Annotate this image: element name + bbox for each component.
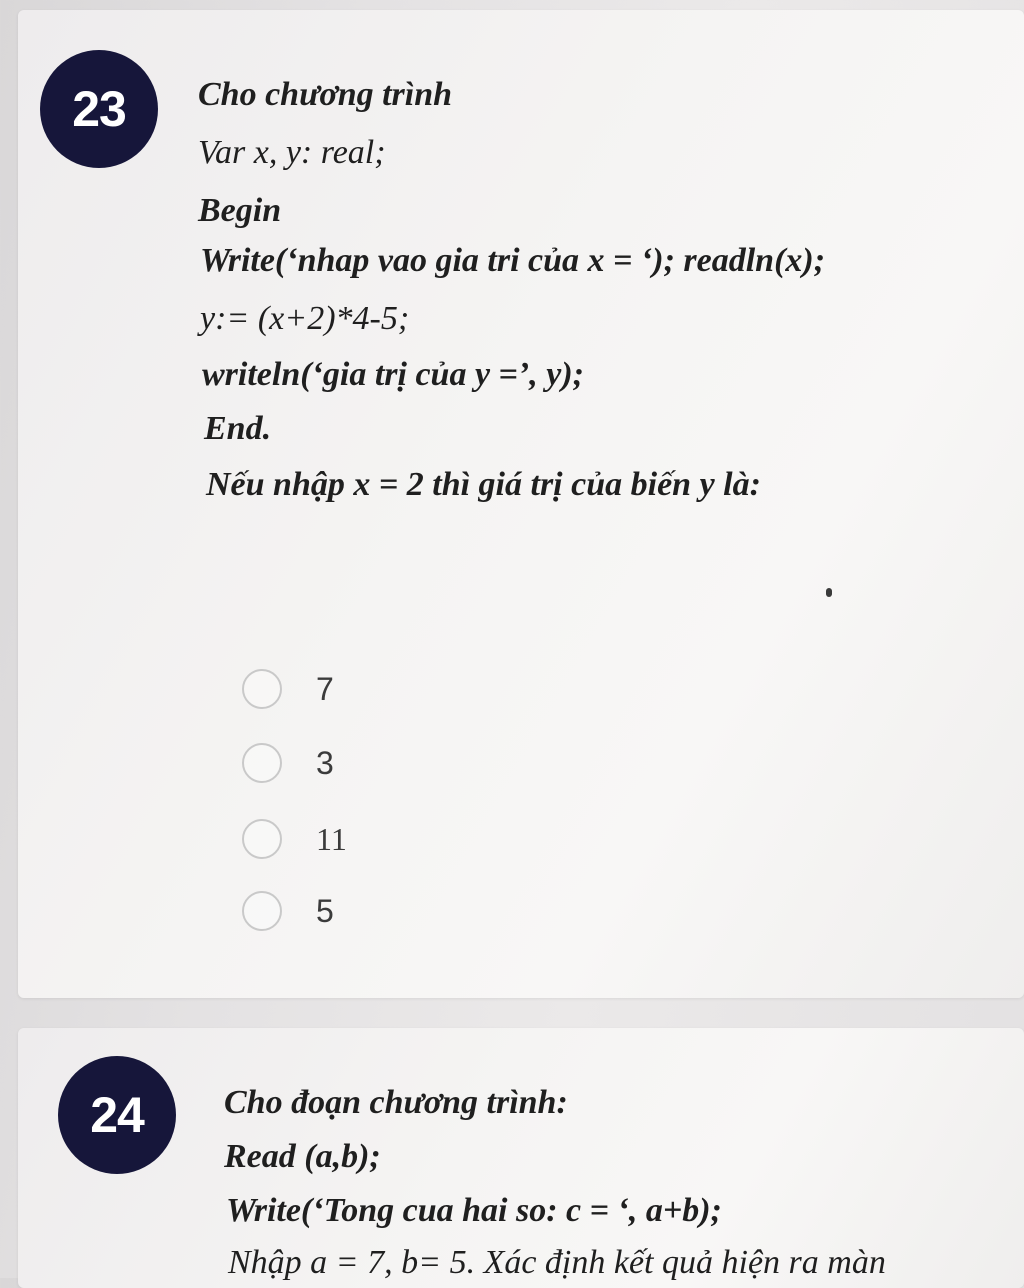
radio-button[interactable] [242, 669, 282, 709]
radio-button[interactable] [242, 743, 282, 783]
question-number-badge: 24 [58, 1056, 176, 1174]
code-line: Begin [198, 192, 282, 229]
answer-option-label: 3 [316, 744, 334, 781]
code-line: writeln(‘gia trị của y =’, y); [202, 356, 584, 393]
question-prompt: Nhập a = 7, b= 5. Xác định kết quả hiện ra màn [228, 1244, 886, 1281]
question-number-badge: 23 [40, 50, 158, 168]
answer-option[interactable] [242, 666, 334, 712]
code-line: y:= (x+2)*4-5; [200, 300, 410, 337]
answer-option-label: 11 [316, 820, 347, 857]
question-23-card [18, 10, 1024, 998]
answer-option[interactable] [242, 816, 347, 862]
code-line: End. [204, 410, 272, 447]
question-prompt: Nếu nhập x = 2 thì giá trị của biến y là: [206, 466, 761, 503]
screen-speck [826, 588, 832, 597]
answer-option-label: 7 [316, 670, 334, 707]
code-line: Write(‘nhap vao gia tri của x = ‘); readln(x); [200, 242, 826, 279]
radio-button[interactable] [242, 891, 282, 931]
code-line: Read (a,b); [224, 1138, 381, 1175]
radio-button[interactable] [242, 819, 282, 859]
code-line: Var x, y: real; [198, 134, 386, 171]
answer-option-label: 5 [316, 892, 334, 929]
question-intro: Cho chương trình [198, 76, 453, 113]
question-intro: Cho đoạn chương trình: [224, 1084, 568, 1121]
answer-option[interactable] [242, 740, 334, 786]
answer-option[interactable] [242, 888, 334, 934]
code-line: Write(‘Tong cua hai so: c = ‘, a+b); [226, 1192, 722, 1229]
